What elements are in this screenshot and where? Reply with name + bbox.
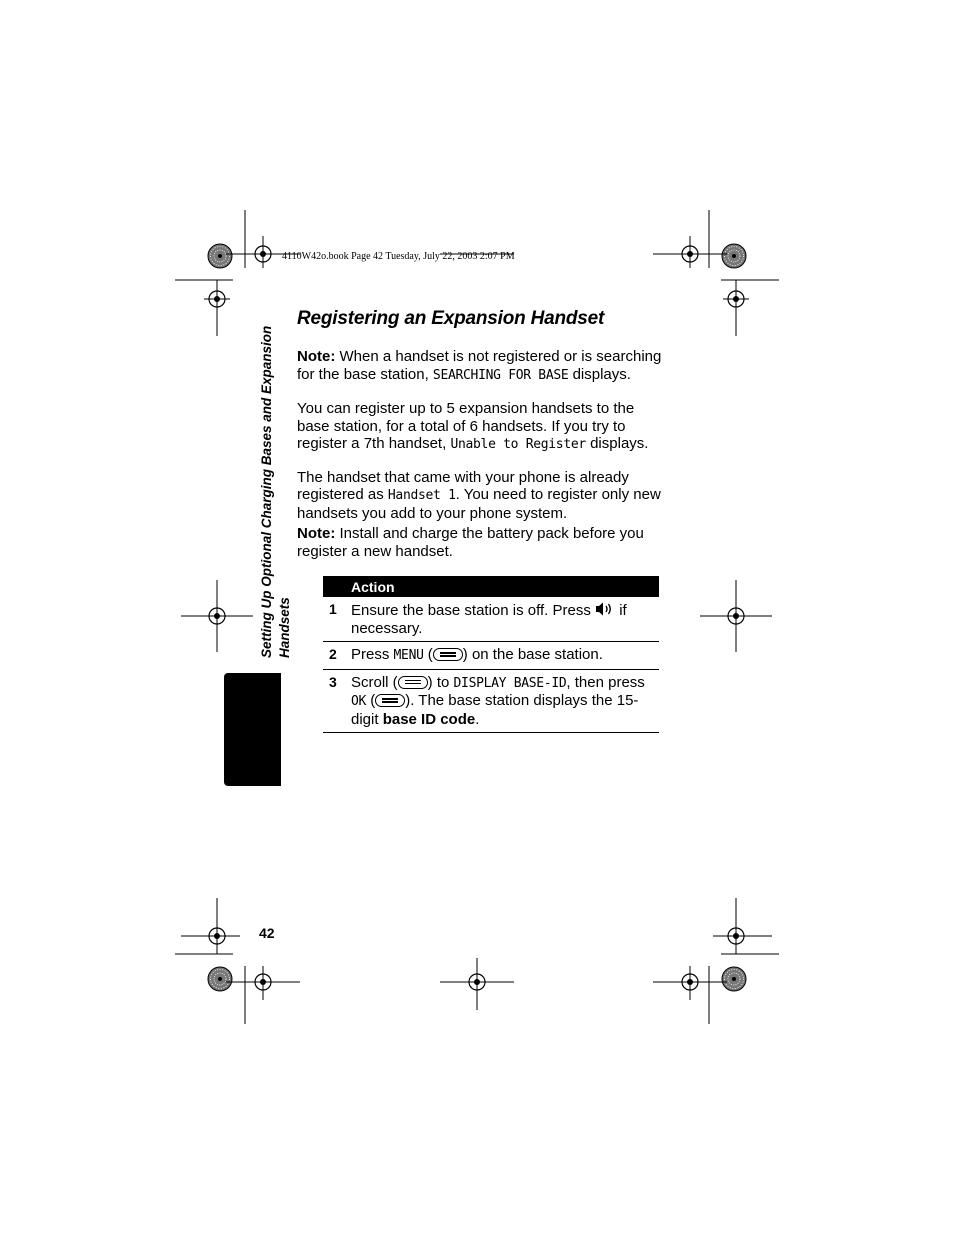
main-content bbox=[297, 308, 662, 560]
action-table-header: Action bbox=[323, 576, 659, 597]
p2-text-b: displays. bbox=[585, 435, 649, 452]
step3-text-e: ). The base station displays the 15-digit bbox=[351, 692, 639, 728]
step-text bbox=[351, 597, 659, 642]
p1-text-a: When a handset is not registered or is searching for the base station, bbox=[297, 348, 662, 383]
note-paragraph-1 bbox=[297, 348, 662, 384]
section-title: Registering an Expansion Handset bbox=[297, 308, 605, 329]
p1-display-text: SEARCHING FOR BASE bbox=[432, 367, 569, 383]
step-text bbox=[351, 642, 659, 670]
step1-text-a: Ensure the base station is off. Press bbox=[351, 602, 596, 619]
step3-text-b: ) to bbox=[427, 673, 454, 691]
table-row bbox=[323, 642, 659, 670]
step-number: 1 bbox=[323, 597, 351, 642]
note-label: Note: bbox=[297, 348, 336, 365]
table-row bbox=[323, 597, 659, 642]
menu-key-icon bbox=[433, 648, 463, 661]
file-info-header: 4110W42o.book Page 42 Tuesday, July 22, 2003 2:07 PM bbox=[282, 251, 515, 262]
step3-text-d: ( bbox=[366, 692, 376, 709]
step2-text-c: ) on the base station. bbox=[462, 646, 603, 663]
menu-key-icon bbox=[398, 676, 428, 689]
chapter-tab bbox=[224, 673, 281, 786]
page-number: 42 bbox=[259, 925, 275, 941]
step1-text-b: if necessary. bbox=[351, 602, 627, 637]
p2-display-text: Unable to Register bbox=[450, 437, 586, 452]
step3-text-a: Scroll ( bbox=[351, 673, 398, 691]
step2-text-b: ( bbox=[423, 646, 433, 663]
action-table bbox=[323, 576, 659, 733]
chapter-side-title bbox=[258, 318, 298, 658]
note-paragraph-2 bbox=[297, 525, 662, 560]
p4-text-a: Install and charge the battery pack before you register a new handset. bbox=[297, 525, 644, 560]
paragraph-3 bbox=[297, 469, 662, 523]
paragraph-2 bbox=[297, 400, 662, 454]
step-text bbox=[351, 669, 659, 733]
p3-text-b: . You need to register only new handsets you add to your phone system. bbox=[297, 486, 661, 522]
speaker-icon bbox=[595, 601, 615, 617]
step2-display-text: MENU bbox=[393, 648, 424, 663]
step2-text-a: Press bbox=[351, 646, 394, 663]
step-number: 3 bbox=[323, 669, 351, 733]
step3-text-c: , then press bbox=[566, 673, 645, 691]
p3-display-text: Handset 1 bbox=[387, 488, 456, 503]
step3-display-text-2: OK bbox=[351, 694, 367, 709]
step3-text-f: . bbox=[475, 710, 480, 728]
p2-text-a: You can register up to 5 expansion handsets to the base station, for a total of 6 handsets. If you try to register a 7th handset, bbox=[297, 400, 635, 452]
menu-key-icon bbox=[375, 694, 405, 707]
chapter-side-title-text: Setting Up Optional Charging Bases and Expansion Handsets bbox=[259, 325, 292, 658]
table-row bbox=[323, 669, 659, 733]
p1-text-b: displays. bbox=[568, 365, 631, 383]
step-number: 2 bbox=[323, 642, 351, 670]
step3-bold-text: base ID code bbox=[382, 710, 476, 728]
p3-text-a: The handset that came with your phone is already registered as bbox=[297, 468, 629, 503]
action-table-header-row bbox=[323, 576, 659, 597]
note-label-2: Note: bbox=[297, 525, 336, 542]
step3-display-text: DISPLAY BASE-ID bbox=[453, 675, 567, 691]
